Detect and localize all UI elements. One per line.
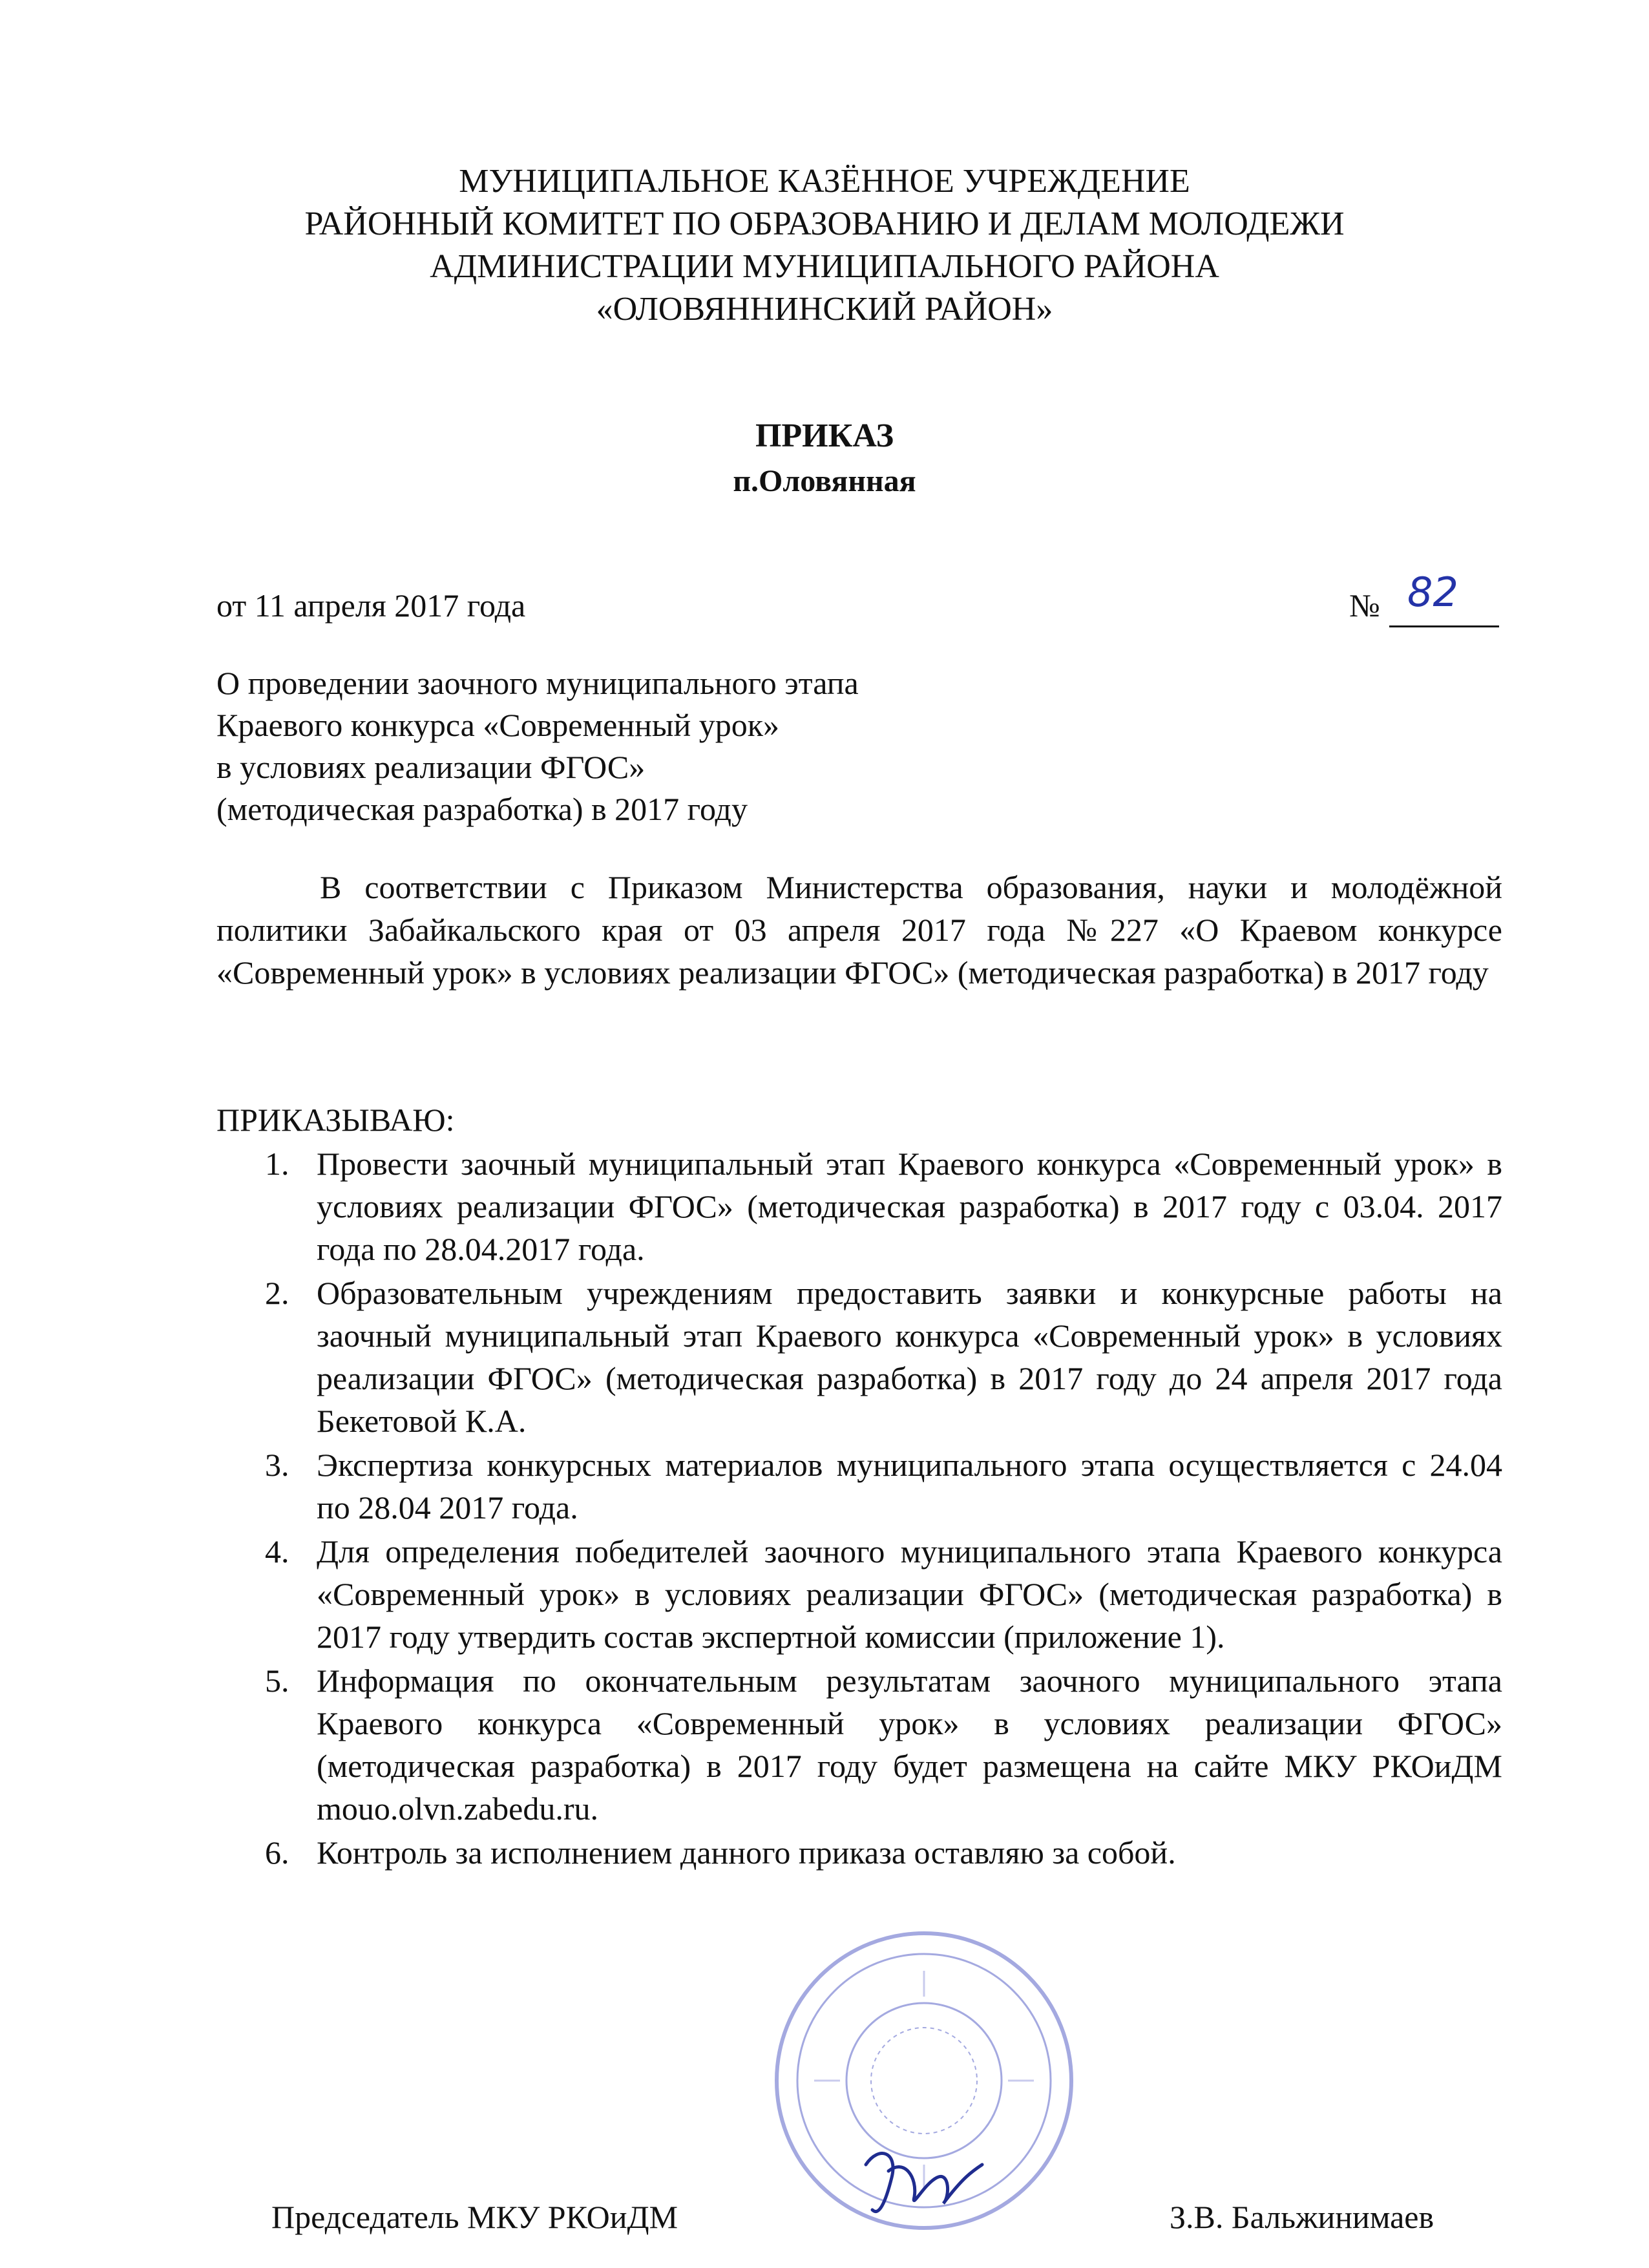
subject-line-1: О проведении заочного муниципального этапа: [216, 665, 859, 701]
order-item: [216, 1142, 1502, 1270]
order-number: 6.: [265, 1834, 289, 1871]
order-number: 5.: [265, 1663, 289, 1699]
signer-position: Председатель МКУ РКОиДМ: [271, 2199, 678, 2235]
document-place: п.Оловянная: [733, 464, 916, 498]
order-text: Для определения победителей заочного муниципального этапа Краевого конкурса «Современный урок» в условиях реализации ФГОС» (методическая разработка) в 2017 году утвердить состав экспертной комиссии (приложение 1).: [317, 1533, 1502, 1655]
document-number-handwritten: 82: [1407, 569, 1458, 616]
order-item: [216, 1444, 1502, 1529]
order-item: [216, 1659, 1502, 1830]
signer-name: З.В. Бальжинимаев: [1170, 2199, 1434, 2235]
document-subject: [216, 662, 859, 830]
order-text: Образовательным учреждениям предоставить заявки и конкурсные работы на заочный муниципальный этап Краевого конкурса «Современный урок» в условиях реализации ФГОС» (методическая разработка) в 2017 году до 24 апреля 2017 года Бекетовой К.А.: [317, 1275, 1502, 1439]
order-text: Информация по окончательным результатам заочного муниципального этапа Краевого конкурса «Современный урок» в условиях реализации ФГОС» (методическая разработка) в 2017 году будет размещена на сайте МКУ РКОиДМ mouo.olvn.zabedu.ru.: [317, 1663, 1502, 1827]
order-number: 4.: [265, 1533, 289, 1570]
order-text: Провести заочный муниципальный этап Краевого конкурса «Современный урок» в условиях реализации ФГОС» (методическая разработка) в 2017 году с 03.04. 2017 года по 28.04.2017 года.: [317, 1146, 1502, 1267]
organization-header: [129, 160, 1520, 331]
number-underline: [1389, 625, 1499, 627]
order-text: Контроль за исполнением данного приказа оставляю за собой.: [317, 1834, 1176, 1871]
header-line-4: «ОЛОВЯННИНСКИЙ РАЙОН»: [596, 291, 1053, 328]
header-line-2: РАЙОННЫЙ КОМИТЕТ ПО ОБРАЗОВАНИЮ И ДЕЛАМ МОЛОДЕЖИ: [304, 205, 1345, 242]
order-number: 1.: [265, 1146, 289, 1182]
order-item: [216, 1530, 1502, 1658]
header-line-3: АДМИНИСТРАЦИИ МУНИЦИПАЛЬНОГО РАЙОНА: [430, 248, 1219, 285]
subject-line-2: Краевого конкурса «Современный урок»: [216, 707, 779, 743]
order-number: 2.: [265, 1275, 289, 1311]
document-title: ПРИКАЗ: [755, 417, 894, 454]
orders-heading: ПРИКАЗЫВАЮ:: [216, 1102, 455, 1138]
orders-list: [216, 1142, 1502, 1875]
document-number-label: №: [1349, 587, 1380, 624]
order-item: [216, 1831, 1502, 1874]
order-text: Экспертиза конкурсных материалов муниципального этапа осуществляется с 24.04 по 28.04 2017 года.: [317, 1447, 1502, 1526]
order-item: [216, 1272, 1502, 1442]
document-date: от 11 апреля 2017 года: [216, 587, 526, 624]
subject-line-3: в условиях реализации ФГОС»: [216, 749, 646, 785]
subject-line-4: (методическая разработка) в 2017 году: [216, 791, 748, 827]
header-line-1: МУНИЦИПАЛЬНОЕ КАЗЁННОЕ УЧРЕЖДЕНИЕ: [459, 163, 1190, 200]
order-number: 3.: [265, 1447, 289, 1483]
preamble-paragraph: В соответствии с Приказом Министерства образования, науки и молодёжной политики Забайкальского края от 03 апреля 2017 года №227 «О Краевом конкурсе «Современный урок» в условиях реализации ФГОС» (методическая разработка) в 2017 году: [216, 869, 1502, 991]
handwritten-signature-icon: [853, 2139, 995, 2236]
